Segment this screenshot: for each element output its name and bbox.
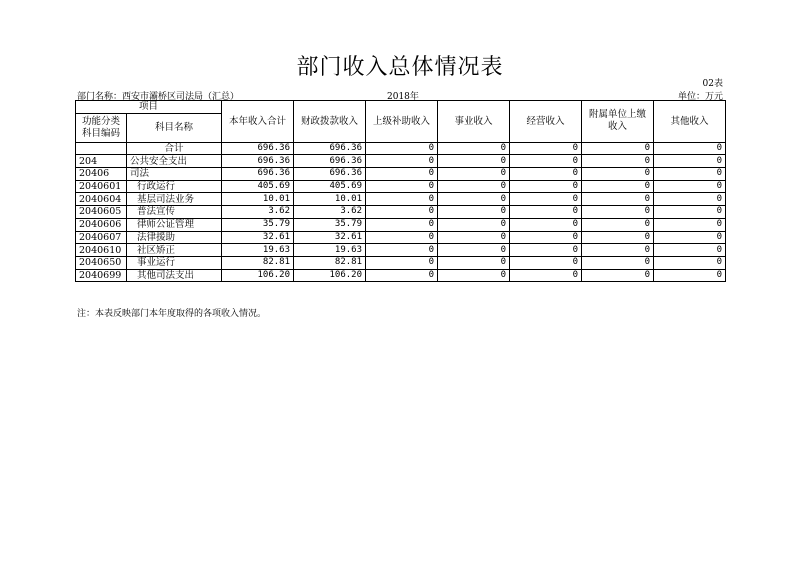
table-row	[76, 218, 726, 231]
value-cell: 0	[366, 180, 438, 193]
value-cell: 0	[654, 142, 726, 155]
table-row	[76, 269, 726, 282]
value-cell: 696.36	[222, 155, 294, 168]
func-code-cell: 2040699	[76, 269, 127, 282]
income-table	[75, 100, 726, 282]
value-cell: 0	[654, 206, 726, 219]
subject-name-cell: 司法	[127, 168, 222, 181]
value-cell: 696.36	[294, 155, 366, 168]
unit-label: 单位：万元	[677, 92, 723, 102]
department-name: 部门名称：西安市灞桥区司法局（汇总）	[77, 92, 240, 102]
value-cell: 0	[438, 244, 510, 257]
subject-name-cell: 行政运行	[127, 180, 222, 193]
table-note: 注：本表反映部门本年度取得的各项收入情况。	[77, 309, 267, 319]
value-cell: 3.62	[222, 206, 294, 219]
value-cell: 82.81	[294, 256, 366, 269]
value-cell: 0	[510, 206, 582, 219]
value-cell: 0	[366, 168, 438, 181]
value-cell: 82.81	[222, 256, 294, 269]
func-code-cell: 2040607	[76, 231, 127, 244]
value-cell: 0	[510, 142, 582, 155]
func-code-cell: 2040605	[76, 206, 127, 219]
value-cell: 0	[366, 218, 438, 231]
value-cell: 19.63	[294, 244, 366, 257]
value-cell: 0	[510, 193, 582, 206]
func-code-cell: 2040610	[76, 244, 127, 257]
value-cell: 10.01	[294, 193, 366, 206]
value-cell: 0	[366, 193, 438, 206]
value-cell: 0	[438, 180, 510, 193]
value-cell: 0	[654, 168, 726, 181]
subject-name-cell: 基层司法业务	[127, 193, 222, 206]
header-superior: 上级补助收入	[366, 101, 438, 143]
value-cell: 0	[510, 218, 582, 231]
subject-name-cell: 社区矫正	[127, 244, 222, 257]
value-cell: 696.36	[222, 168, 294, 181]
func-code-cell: 2040604	[76, 193, 127, 206]
value-cell: 0	[582, 142, 654, 155]
subject-name-cell: 其他司法支出	[127, 269, 222, 282]
value-cell: 0	[510, 244, 582, 257]
header-subject-name: 科目名称	[127, 113, 222, 142]
subject-name-cell: 事业运行	[127, 256, 222, 269]
func-code-cell: 2040601	[76, 180, 127, 193]
value-cell: 0	[582, 231, 654, 244]
value-cell: 0	[582, 206, 654, 219]
header-other: 其他收入	[654, 101, 726, 143]
value-cell: 0	[438, 256, 510, 269]
value-cell: 0	[510, 168, 582, 181]
value-cell: 0	[654, 244, 726, 257]
value-cell: 3.62	[294, 206, 366, 219]
func-code-cell: 20406	[76, 168, 127, 181]
value-cell: 696.36	[222, 142, 294, 155]
table-row	[76, 155, 726, 168]
value-cell: 106.20	[294, 269, 366, 282]
value-cell: 0	[582, 193, 654, 206]
header-operating: 经营收入	[510, 101, 582, 143]
value-cell: 0	[654, 231, 726, 244]
value-cell: 0	[582, 244, 654, 257]
header-func-code: 功能分类科目编码	[76, 113, 127, 142]
value-cell: 0	[654, 155, 726, 168]
total-code-cell	[76, 142, 127, 155]
value-cell: 696.36	[294, 142, 366, 155]
table-row	[76, 244, 726, 257]
header-item: 项目	[76, 101, 222, 114]
value-cell: 0	[654, 180, 726, 193]
table-row	[76, 168, 726, 181]
value-cell: 0	[438, 168, 510, 181]
value-cell: 0	[438, 231, 510, 244]
func-code-cell: 204	[76, 155, 127, 168]
table-row	[76, 206, 726, 219]
value-cell: 0	[510, 269, 582, 282]
report-year: 2018年	[387, 92, 419, 102]
value-cell: 0	[438, 142, 510, 155]
header-business: 事业收入	[438, 101, 510, 143]
value-cell: 32.61	[294, 231, 366, 244]
value-cell: 0	[510, 155, 582, 168]
value-cell: 0	[654, 193, 726, 206]
value-cell: 10.01	[222, 193, 294, 206]
table-row	[76, 256, 726, 269]
value-cell: 19.63	[222, 244, 294, 257]
value-cell: 0	[438, 218, 510, 231]
form-code: 02表	[702, 79, 723, 89]
value-cell: 0	[510, 231, 582, 244]
header-row-1	[76, 101, 726, 114]
subject-name-cell: 普法宣传	[127, 206, 222, 219]
value-cell: 106.20	[222, 269, 294, 282]
value-cell: 0	[654, 218, 726, 231]
value-cell: 0	[438, 155, 510, 168]
value-cell: 0	[366, 206, 438, 219]
value-cell: 0	[366, 269, 438, 282]
value-cell: 0	[654, 269, 726, 282]
value-cell: 0	[582, 256, 654, 269]
value-cell: 0	[366, 231, 438, 244]
header-affiliated: 附属单位上缴收入	[582, 101, 654, 143]
value-cell: 35.79	[294, 218, 366, 231]
subject-name-cell: 公共安全支出	[127, 155, 222, 168]
subject-name-cell: 律师公证管理	[127, 218, 222, 231]
value-cell: 0	[582, 269, 654, 282]
total-label: 合计	[127, 142, 222, 155]
value-cell: 0	[438, 206, 510, 219]
value-cell: 0	[582, 155, 654, 168]
value-cell: 0	[654, 256, 726, 269]
value-cell: 0	[366, 244, 438, 257]
value-cell: 32.61	[222, 231, 294, 244]
value-cell: 405.69	[222, 180, 294, 193]
value-cell: 0	[510, 256, 582, 269]
value-cell: 0	[366, 142, 438, 155]
value-cell: 0	[582, 180, 654, 193]
table-row	[76, 193, 726, 206]
func-code-cell: 2040650	[76, 256, 127, 269]
func-code-cell: 2040606	[76, 218, 127, 231]
page-title: 部门收入总体情况表	[296, 55, 504, 80]
value-cell: 0	[366, 256, 438, 269]
total-row	[76, 142, 726, 155]
value-cell: 405.69	[294, 180, 366, 193]
value-cell: 0	[366, 155, 438, 168]
table-row	[76, 231, 726, 244]
subject-name-cell: 法律援助	[127, 231, 222, 244]
value-cell: 0	[438, 269, 510, 282]
header-fiscal: 财政拨款收入	[294, 101, 366, 143]
header-total: 本年收入合计	[222, 101, 294, 143]
value-cell: 0	[582, 168, 654, 181]
table-row	[76, 180, 726, 193]
value-cell: 0	[438, 193, 510, 206]
value-cell: 0	[582, 218, 654, 231]
value-cell: 0	[510, 180, 582, 193]
value-cell: 35.79	[222, 218, 294, 231]
value-cell: 696.36	[294, 168, 366, 181]
